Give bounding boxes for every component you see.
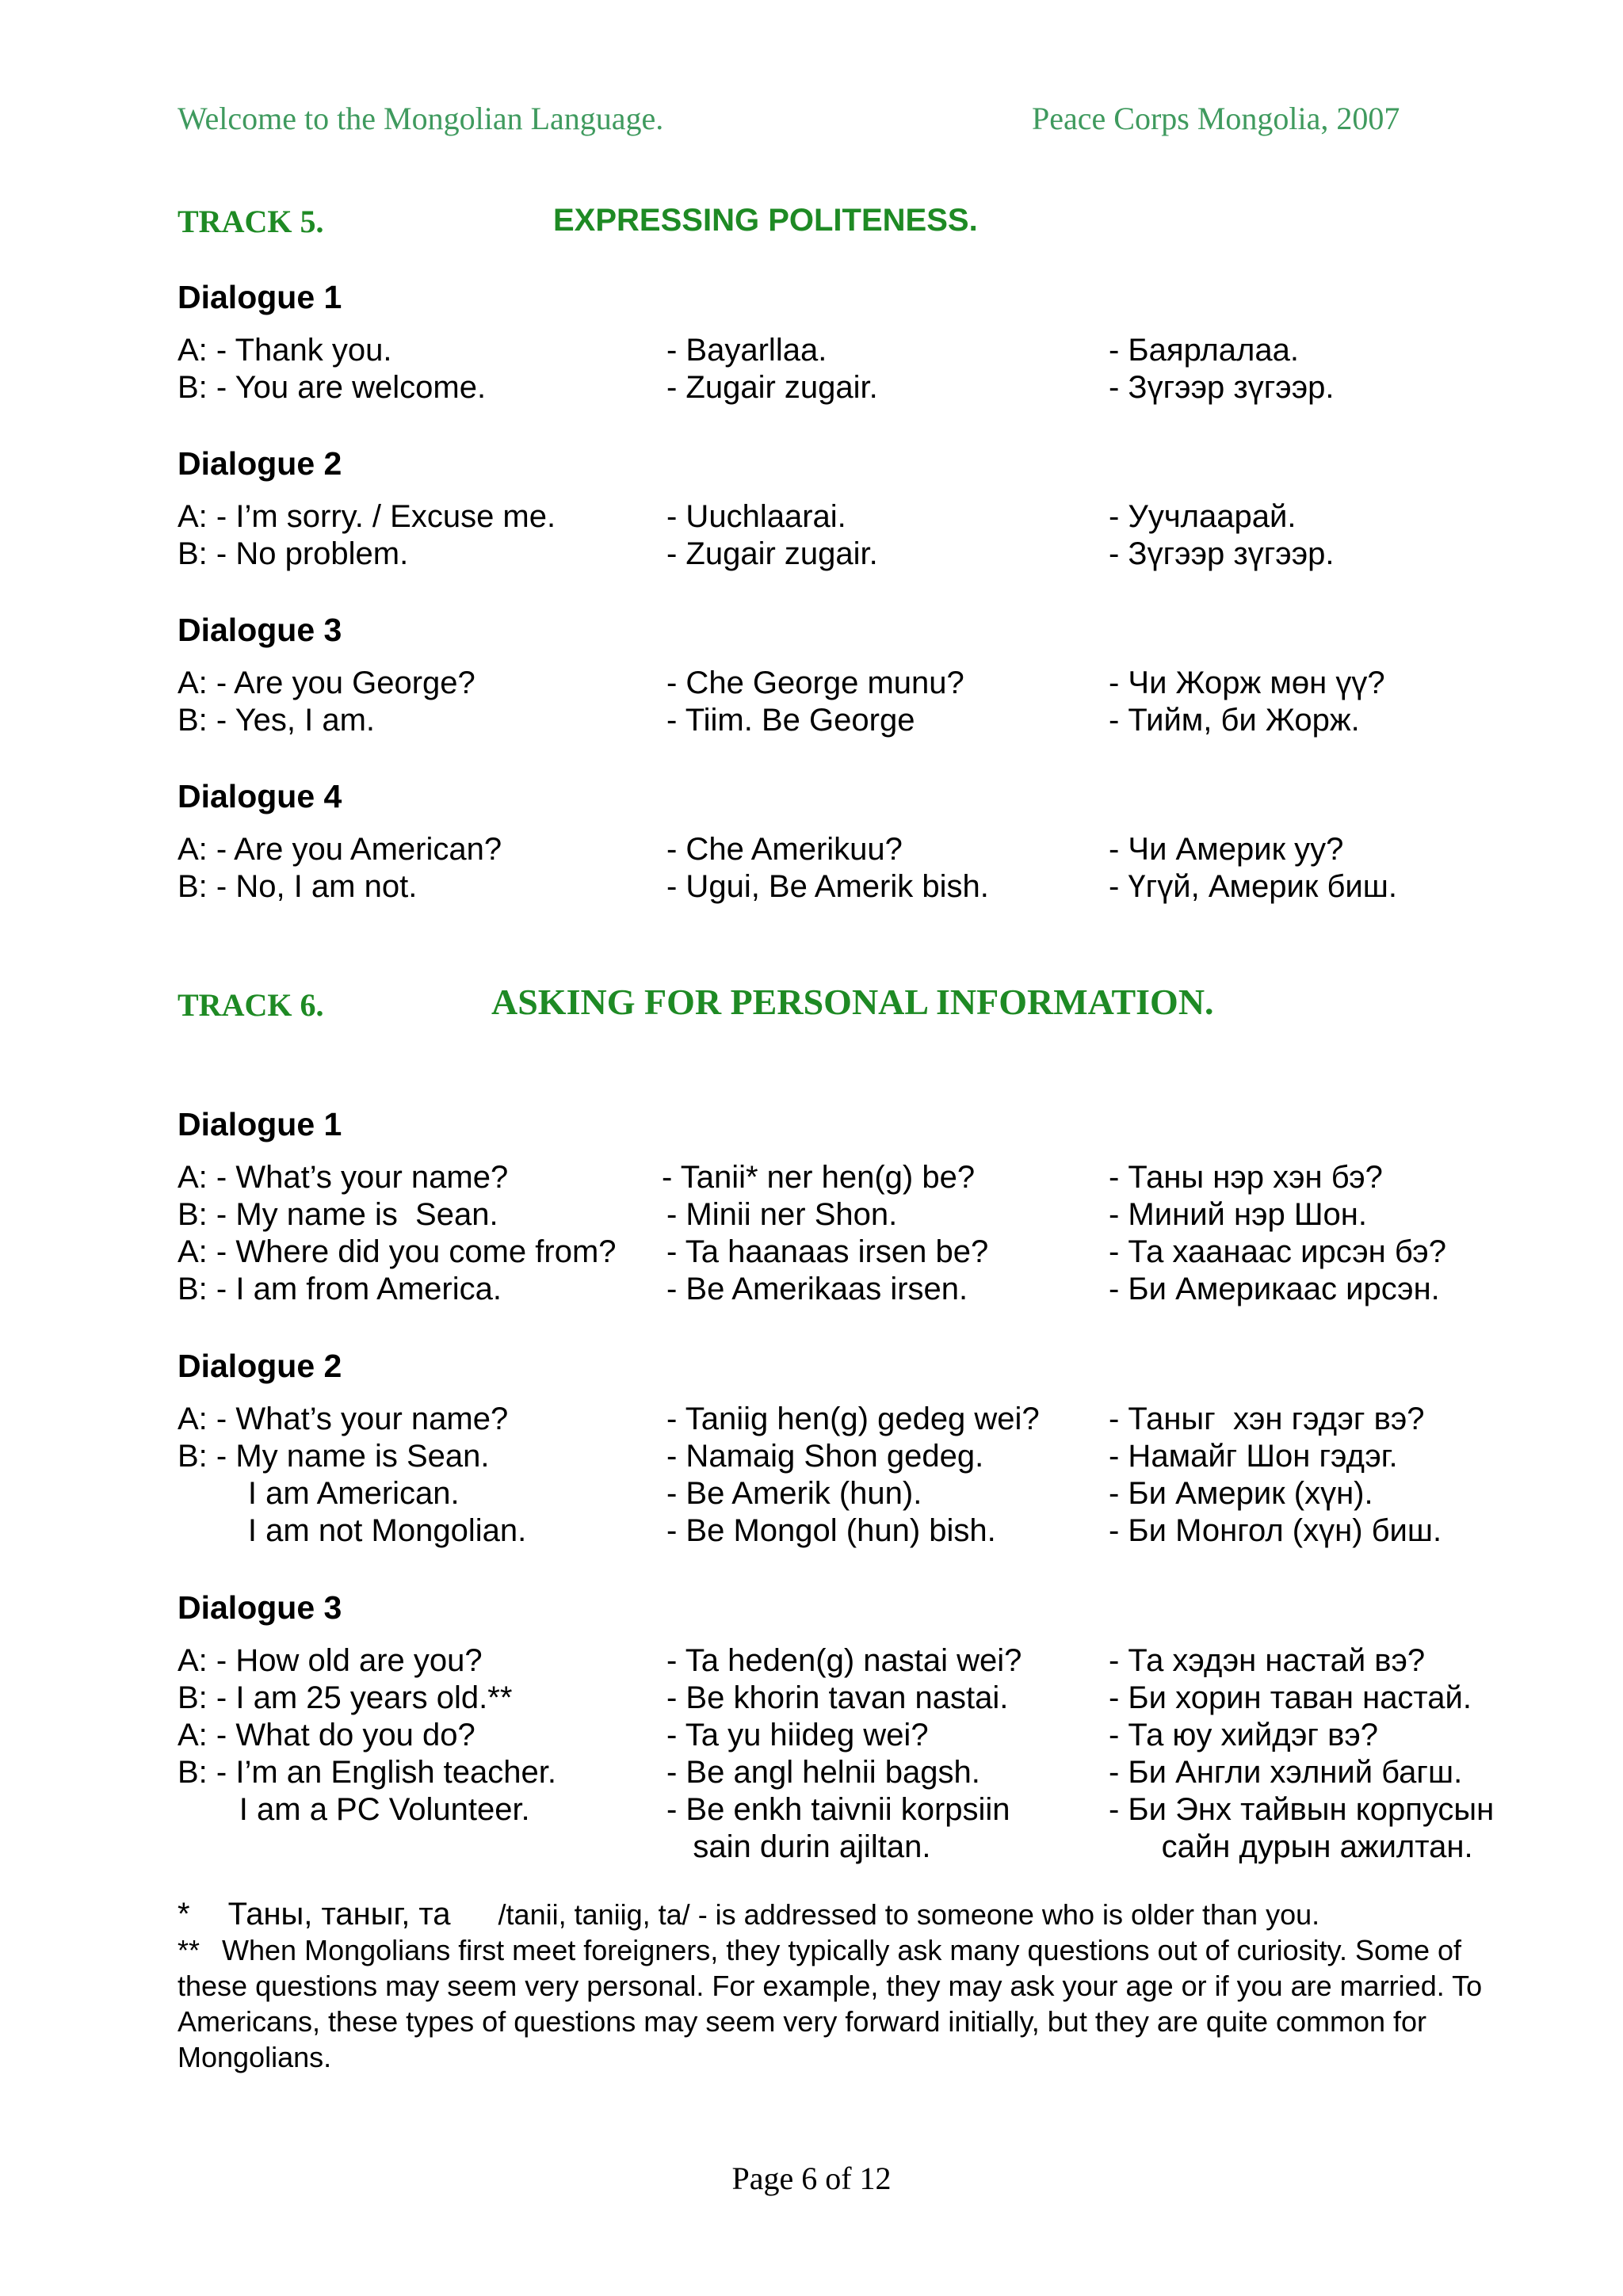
footnote-2-text: When Mongolians first meet foreigners, they typically ask many questions out of curiosity. Some of these questions may seem very personal. For example, they may ask your age or if you are married. To Americans, these types of questions may seem very forward initially, but they are quite common for Mongolians.	[178, 1934, 1483, 2073]
dialogue-heading: Dialogue 4	[178, 778, 342, 814]
dialogue-line	[178, 1476, 1572, 1514]
mongolian-cyrillic: - Намайг Шон гэдэг.	[1109, 1439, 1398, 1474]
track-6-title: ASKING FOR PERSONAL INFORMATION.	[491, 982, 1214, 1022]
dialogue-heading: Dialogue 3	[178, 612, 342, 648]
dialogue-line	[178, 1272, 1572, 1310]
mongolian-cyrillic: - Та хаанаас ирсэн бэ?	[1109, 1234, 1446, 1269]
english-phrase: B: - I am 25 years old.**	[178, 1680, 513, 1715]
dialogue-line	[178, 370, 1572, 408]
transliteration: sain durin ajiltan.	[666, 1829, 931, 1864]
mongolian-cyrillic: - Чи Америк уу?	[1109, 832, 1344, 867]
english-phrase: B: - You are welcome.	[178, 370, 487, 405]
dialogue-line	[178, 1792, 1572, 1830]
english-phrase: B: - No problem.	[178, 536, 409, 571]
footnote-1	[178, 1897, 1525, 1932]
english-phrase: B: - Yes, I am.	[178, 703, 376, 738]
transliteration: - Namaig Shon gedeg.	[666, 1439, 984, 1474]
transliteration: - Bayarllaa.	[666, 333, 827, 368]
transliteration: - Tanii* ner hen(g) be?	[662, 1160, 976, 1195]
dialogue-heading: Dialogue 2	[178, 1348, 342, 1384]
english-phrase: A: - I’m sorry. / Excuse me.	[178, 499, 556, 534]
english-phrase: A: - Are you American?	[178, 832, 502, 867]
dialogue-line	[178, 1755, 1572, 1793]
mongolian-cyrillic: сайн дурын ажилтан.	[1109, 1829, 1473, 1864]
dialogue-line	[178, 1643, 1572, 1681]
dialogue-line	[178, 1718, 1572, 1756]
english-phrase: B: - I am from America.	[178, 1272, 502, 1306]
english-phrase: A: - Are you George?	[178, 666, 475, 700]
mongolian-cyrillic: - Та юу хийдэг вэ?	[1109, 1718, 1379, 1753]
english-phrase: A: - Thank you.	[178, 333, 392, 368]
transliteration: - Che George munu?	[666, 666, 964, 700]
dialogue-line	[178, 1234, 1572, 1272]
transliteration: - Ta heden(g) nastai wei?	[666, 1643, 1022, 1678]
transliteration: - Be Amerik (hun).	[666, 1476, 922, 1511]
mongolian-cyrillic: - Таныг хэн гэдэг вэ?	[1109, 1402, 1425, 1436]
transliteration: - Zugair zugair.	[666, 536, 878, 571]
transliteration: - Ta yu hiideg wei?	[666, 1718, 929, 1753]
dialogue-line	[178, 1160, 1572, 1198]
english-phrase: A: - How old are you?	[178, 1643, 483, 1678]
dialogue-line	[178, 1439, 1572, 1477]
mongolian-cyrillic: - Би Энх тайвын корпусын	[1109, 1792, 1495, 1827]
english-phrase: B: - I’m an English teacher.	[178, 1755, 557, 1790]
transliteration: - Uuchlaarai.	[666, 499, 846, 534]
dialogue-line	[178, 1197, 1572, 1235]
track-5-title: EXPRESSING POLITENESS.	[553, 203, 978, 238]
mongolian-cyrillic: - Уучлаарай.	[1109, 499, 1296, 534]
dialogue-heading: Dialogue 3	[178, 1589, 342, 1626]
mongolian-cyrillic: - Би Америкаас ирсэн.	[1109, 1272, 1440, 1306]
mongolian-cyrillic: - Үгүй, Америк биш.	[1109, 869, 1397, 904]
transliteration: - Taniig hen(g) gedeg wei?	[666, 1402, 1040, 1436]
dialogue-line	[178, 703, 1572, 741]
header-organization: Peace Corps Mongolia, 2007	[1032, 101, 1400, 136]
footnote-1-text: /tanii, taniig, ta/ - is addressed to someone who is older than you.	[498, 1898, 1320, 1931]
mongolian-cyrillic: - Зүгээр зүгээр.	[1109, 370, 1335, 405]
transliteration: - Be khorin tavan nastai.	[666, 1680, 1009, 1715]
mongolian-cyrillic: - Тийм, би Жорж.	[1109, 703, 1360, 738]
page-number: Page 6 of 12	[731, 2161, 892, 2196]
dialogue-line	[178, 536, 1572, 574]
transliteration: - Ugui, Be Amerik bish.	[666, 869, 989, 904]
footnote-2	[178, 1932, 1525, 2075]
dialogue-heading: Dialogue 2	[178, 445, 342, 482]
footnote-1-mark: *	[178, 1897, 190, 1932]
dialogue-line	[178, 1402, 1572, 1440]
mongolian-cyrillic: - Би Монгол (хүн) биш.	[1109, 1513, 1442, 1548]
transliteration: - Zugair zugair.	[666, 370, 878, 405]
mongolian-cyrillic: - Таны нэр хэн бэ?	[1109, 1160, 1383, 1195]
dialogue-heading: Dialogue 1	[178, 279, 342, 315]
english-phrase: A: - What’s your name?	[178, 1160, 509, 1195]
english-phrase: A: - Where did you come from?	[178, 1234, 617, 1269]
mongolian-cyrillic: - Зүгээр зүгээр.	[1109, 536, 1335, 571]
english-phrase: I am American.	[178, 1476, 460, 1511]
transliteration: - Be Amerikaas irsen.	[666, 1272, 968, 1306]
footnote-1-words: Таны, таныг, та	[227, 1897, 451, 1932]
track-6-label: TRACK 6.	[178, 987, 324, 1023]
english-phrase: B: - No, I am not.	[178, 869, 418, 904]
transliteration: - Be enkh taivnii korpsiin	[666, 1792, 1010, 1827]
mongolian-cyrillic: - Чи Жорж мөн үү?	[1109, 666, 1385, 700]
mongolian-cyrillic: - Би Америк (хүн).	[1109, 1476, 1373, 1511]
mongolian-cyrillic: - Миний нэр Шон.	[1109, 1197, 1367, 1232]
transliteration: - Minii ner Shon.	[666, 1197, 898, 1232]
track-5-label: TRACK 5.	[178, 204, 324, 239]
dialogue-line	[178, 1829, 1572, 1867]
dialogue-line	[178, 499, 1572, 537]
english-phrase: B: - My name is Sean.	[178, 1197, 498, 1232]
dialogue-line	[178, 832, 1572, 870]
english-phrase: B: - My name is Sean.	[178, 1439, 490, 1474]
mongolian-cyrillic: - Би хорин таван настай.	[1109, 1680, 1472, 1715]
dialogue-line	[178, 333, 1572, 371]
dialogue-line	[178, 1680, 1572, 1718]
mongolian-cyrillic: - Би Англи хэлний багш.	[1109, 1755, 1463, 1790]
transliteration: - Be angl helnii bagsh.	[666, 1755, 980, 1790]
english-phrase: A: - What do you do?	[178, 1718, 475, 1753]
transliteration: - Tiim. Be George	[666, 703, 915, 738]
dialogue-line	[178, 869, 1572, 907]
dialogue-line	[178, 666, 1572, 704]
mongolian-cyrillic: - Та хэдэн настай вэ?	[1109, 1643, 1426, 1678]
header-title: Welcome to the Mongolian Language.	[178, 101, 664, 136]
dialogue-heading: Dialogue 1	[178, 1106, 342, 1142]
transliteration: - Ta haanaas irsen be?	[666, 1234, 989, 1269]
english-phrase: I am not Mongolian.	[178, 1513, 527, 1548]
english-phrase: I am a PC Volunteer.	[178, 1792, 530, 1827]
english-phrase: A: - What’s your name?	[178, 1402, 509, 1436]
transliteration: - Be Mongol (hun) bish.	[666, 1513, 996, 1548]
mongolian-cyrillic: - Баярлалаа.	[1109, 333, 1299, 368]
dialogue-line	[178, 1513, 1572, 1551]
footnote-2-mark: **	[178, 1934, 200, 1966]
transliteration: - Che Amerikuu?	[666, 832, 903, 867]
